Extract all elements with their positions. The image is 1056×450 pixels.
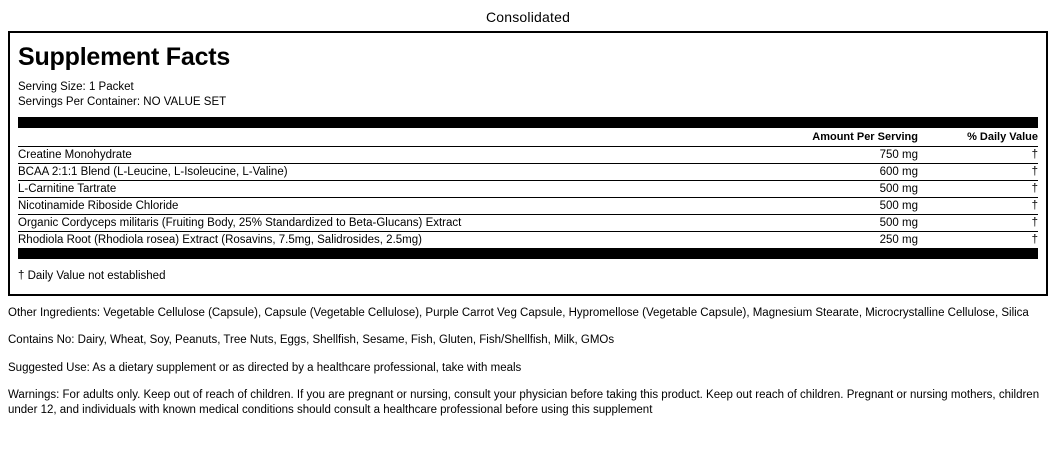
supplement-facts-panel: [8, 31, 1048, 296]
nutrient-name: Creatine Monohydrate: [18, 149, 132, 161]
nutrient-amount: 250 mg: [879, 234, 918, 246]
serving-size: Serving Size: 1 Packet: [18, 81, 134, 94]
other-ingredients: Other Ingredients: Vegetable Cellulose (Capsule), Capsule (Vegetable Cellulose), Purple Carrot Veg Capsule, Hypromellose (Vegetable Capsule), Magnesium Stearate, Microcrystalline Cellulose, Silica: [8, 307, 1029, 319]
table-row: [18, 164, 1038, 181]
nutrient-name: Organic Cordyceps militaris (Fruiting Body, 25% Standardized to Beta-Glucans) Extract: [18, 217, 462, 229]
table-row: [18, 198, 1038, 215]
page-title: Consolidated: [485, 9, 571, 25]
table-row: [18, 232, 1038, 249]
nutrient-name: Nicotinamide Riboside Chloride: [18, 200, 179, 212]
nutrient-amount: 500 mg: [879, 200, 918, 212]
servings-per-container: Servings Per Container: NO VALUE SET: [18, 95, 227, 108]
table-row: [18, 147, 1038, 164]
column-header-amount: Amount Per Serving: [812, 131, 918, 143]
suggested-use: Suggested Use: As a dietary supplement or as directed by a healthcare professional, take with meals: [8, 361, 522, 374]
thick-rule-bottom: [18, 249, 1038, 259]
supplement-facts-heading: Supplement Facts: [18, 43, 231, 71]
nutrient-daily-value: †: [1031, 149, 1038, 161]
nutrient-daily-value: †: [1031, 200, 1038, 212]
nutrient-amount: 500 mg: [879, 217, 918, 229]
nutrient-name: Rhodiola Root (Rhodiola rosea) Extract (Rosavins, 7.5mg, Salidrosides, 2.5mg): [18, 234, 422, 246]
daily-value-footnote: † Daily Value not established: [18, 270, 166, 282]
supplementary-text: [0, 296, 1056, 417]
warnings: Warnings: For adults only. Keep out of reach of children. If you are pregnant or nursing, consult your physician before taking this product. Keep out reach of children. Pregnant or nursing mothers, children under 12, and individuals with known medical conditions should consult a healthcare professional before using this supplement: [8, 389, 1040, 416]
nutrient-amount: 750 mg: [879, 149, 918, 161]
nutrient-name: L-Carnitine Tartrate: [18, 183, 117, 195]
nutrient-daily-value: †: [1031, 234, 1038, 246]
nutrient-amount: 500 mg: [879, 183, 918, 195]
thick-rule-top: [18, 117, 1038, 128]
nutrient-daily-value: †: [1031, 217, 1038, 229]
nutrient-daily-value: †: [1031, 183, 1038, 195]
contains-no: Contains No: Dairy, Wheat, Soy, Peanuts, Tree Nuts, Eggs, Shellfish, Sesame, Fish, Gluten, Fish/Shellfish, Milk, GMOs: [8, 334, 615, 347]
nutrient-table-header: [18, 128, 1038, 147]
table-row: [18, 181, 1038, 198]
nutrient-name: BCAA 2:1:1 Blend (L-Leucine, L-Isoleucine, L-Valine): [18, 166, 288, 178]
nutrient-daily-value: †: [1031, 166, 1038, 178]
column-header-daily-value: % Daily Value: [967, 131, 1038, 143]
nutrient-amount: 600 mg: [879, 166, 918, 178]
table-row: [18, 215, 1038, 232]
